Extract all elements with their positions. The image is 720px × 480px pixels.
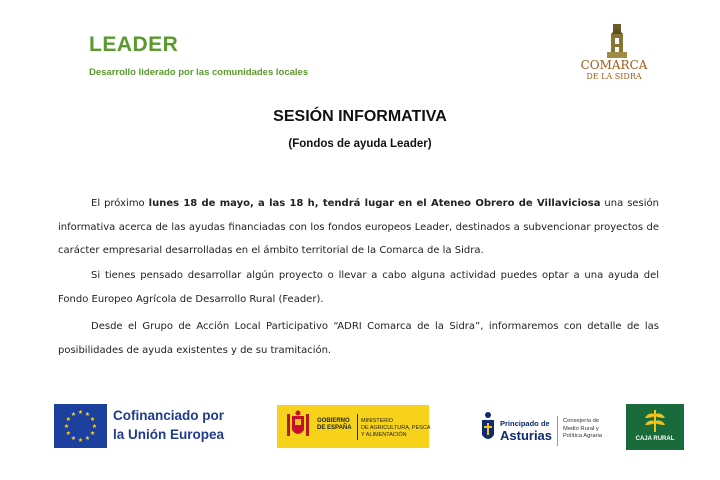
eu-star-icon: ★ [91,423,98,430]
eu-star-icon: ★ [84,410,91,418]
eu-star-icon: ★ [70,435,77,443]
p1-text-a: El próximo [91,198,149,209]
min-line-1: MINISTERIO [361,418,394,424]
eu-line-2: la Unión Europea [113,427,225,442]
eu-star-icon: ★ [65,416,72,423]
logo-text-sidra: DE LA SIDRA [586,72,642,81]
caja-rural-label: CAJA RURAL [635,436,675,442]
min-line-2: DE AGRICULTURA, PESCA [361,425,431,431]
eu-star-icon: ★ [89,430,96,437]
asturias-principado-text: Principado de [500,419,550,428]
eu-star-icon: ★ [84,435,91,443]
cons-line-2: Medio Rural y [563,425,599,432]
p1-text-b: una sesión informativa acerca de las ayudas financiadas con los fondos europeos Leader, destinados a subvencionar proyectos de carácter empresarial desarrolladas en el ámbito territorial de la Comarca de la Sidra. [58,198,660,256]
gobierno-text [317,418,352,432]
eu-star-icon: ★ [65,430,72,437]
eu-line-1: Cofinanciado por [113,408,224,423]
paragraph-1 [58,192,659,263]
eu-flag-icon [54,404,107,448]
leader-subtitle: Desarrollo liderado por las comunidades locales [89,67,309,78]
eu-star-icon: ★ [77,409,84,416]
logo-text-comarca: COMARCA [580,58,648,72]
cons-line-1: Consejería de [563,418,600,424]
consejeria-text [563,418,602,441]
eu-cofinanciado-text [113,406,224,444]
document-title: SESIÓN INFORMATIVA [273,108,447,125]
paragraph-2: Si tienes pensado desarrollar algún proyecto o llevar a cabo alguna actividad puedes optar a una ayuda del Fondo Europeo Agrícola de Desarrollo Rural (Feader). [58,270,659,305]
asturias-emblem-icon [480,411,496,445]
min-line-3: Y ALIMENTACIÓN [361,432,407,438]
asturias-name-text: Asturias [500,428,553,443]
comarca-de-la-sidra-logo [575,22,653,82]
gov-line-1: GOBIERNO [317,418,350,424]
eu-star-icon: ★ [77,437,84,444]
ministerio-text [361,418,431,439]
gov-line-2: DE ESPAÑA [317,425,352,431]
leader-title: LEADER [89,33,179,56]
cons-line-3: Política Agraria [563,433,602,439]
eu-star-icon: ★ [89,416,96,423]
gov-divider [357,414,358,440]
eu-star-icon: ★ [63,423,70,430]
paragraph-3: Desde el Grupo de Acción Local Participativo “ADRI Comarca de la Sidra”, informaremos con detalle de las posibilidades de ayuda existentes y de su tramitación. [58,321,659,356]
p1-bold-event: lunes 18 de mayo, a las 18 h, tendrá lugar en el Ateneo Obrero de Villaviciosa [148,198,601,209]
spain-coat-of-arms-icon [286,410,310,442]
caja-rural-wheat-icon [640,408,670,434]
asturias-divider [557,416,558,446]
eu-star-icon: ★ [70,410,77,418]
document-subtitle: (Fondos de ayuda Leader) [288,138,432,150]
